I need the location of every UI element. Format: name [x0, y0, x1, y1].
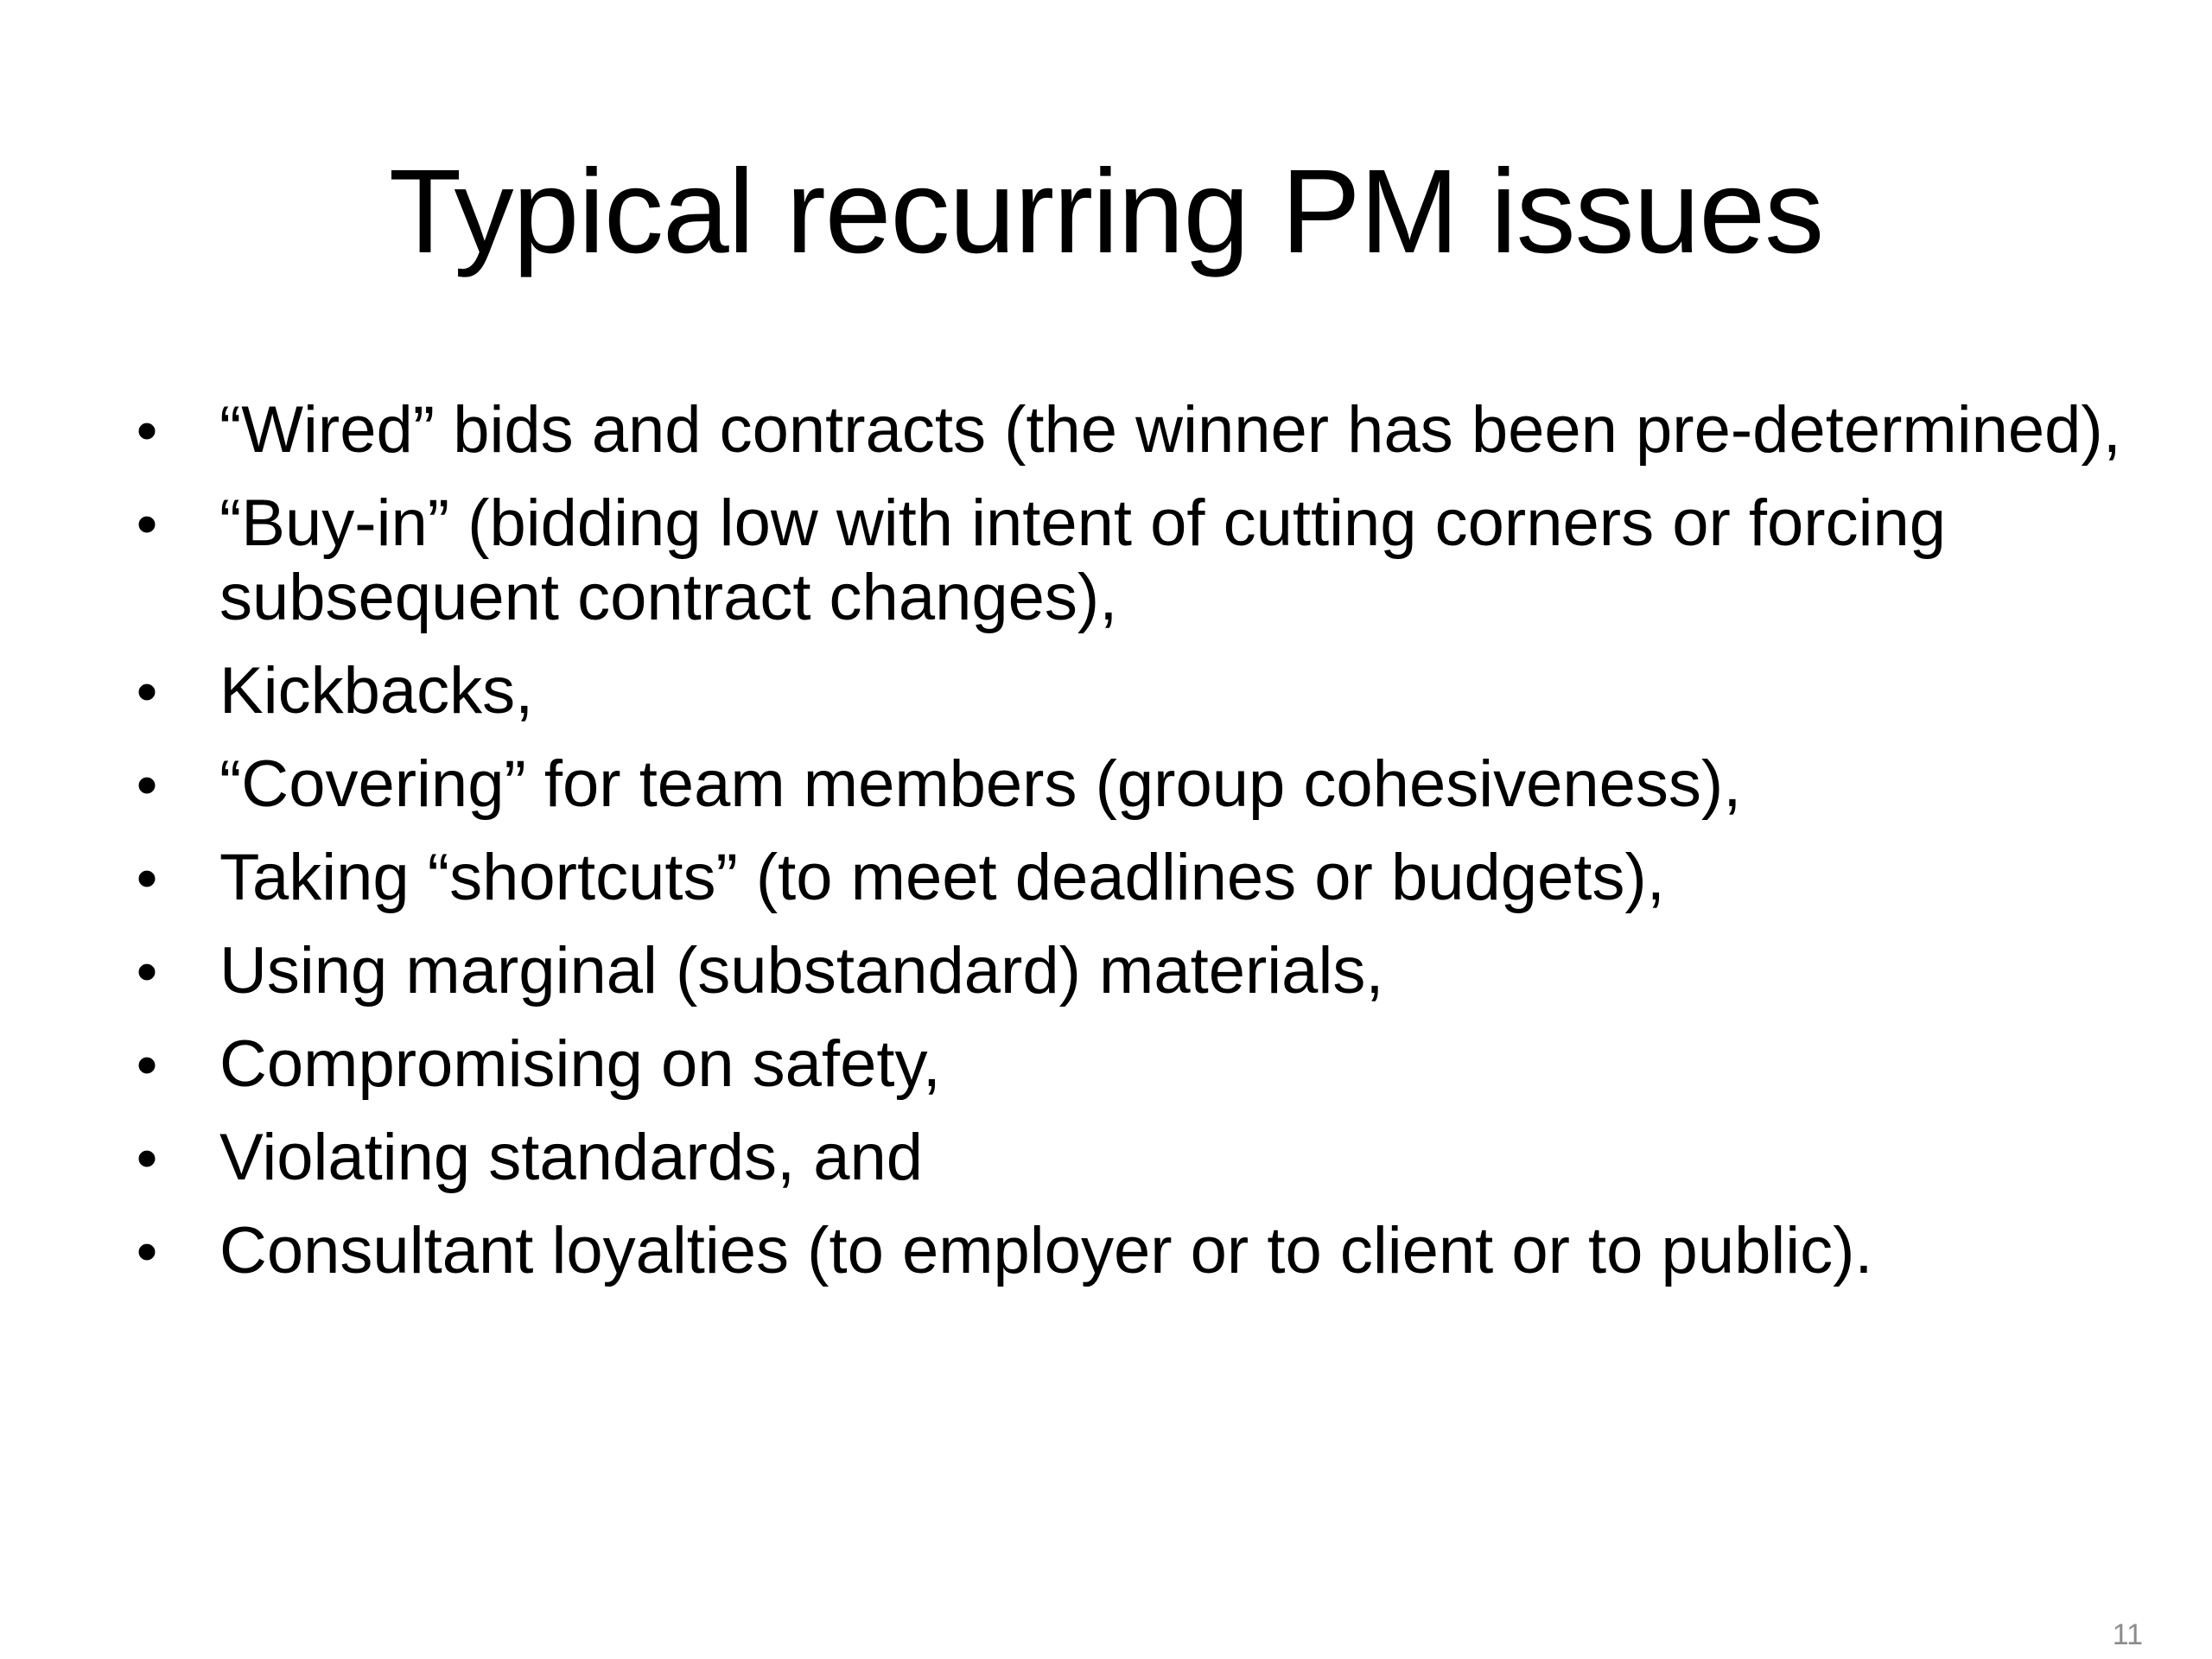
bullet-text: “Wired” bids and contracts (the winner has been pre-determined), — [219, 393, 2121, 467]
bullet-icon: • — [136, 1031, 158, 1098]
bullet-icon: • — [136, 844, 158, 912]
bullet-item-8 — [130, 1121, 2134, 1195]
bullet-text: Consultant loyalties (to employer or to client or to public). — [219, 1214, 1873, 1287]
bullet-item-2 — [130, 486, 2134, 635]
slide-title: Typical recurring PM issues — [388, 145, 1824, 278]
bullet-text: Violating standards, and — [219, 1121, 924, 1194]
bullet-item-9 — [130, 1214, 2134, 1288]
bullet-item-1 — [130, 393, 2134, 467]
bullet-text: Taking “shortcuts” (to meet deadlines or budgets), — [219, 841, 1665, 914]
bullet-icon: • — [136, 490, 158, 557]
bullet-list — [130, 393, 2134, 1307]
bullet-icon: • — [136, 658, 158, 725]
bullet-item-3 — [130, 654, 2134, 728]
bullet-icon: • — [136, 397, 158, 464]
bullet-text: Using marginal (substandard) materials, — [219, 934, 1384, 1007]
bullet-icon: • — [136, 938, 158, 1005]
bullet-item-6 — [130, 934, 2134, 1008]
bullet-icon: • — [136, 1217, 158, 1285]
bullet-text: “Covering” for team members (group cohesiveness), — [219, 747, 1742, 821]
page-number: 11 — [2112, 1618, 2143, 1651]
bullet-icon: • — [136, 751, 158, 818]
bullet-item-5 — [130, 841, 2134, 915]
bullet-text: Kickbacks, — [219, 654, 534, 728]
bullet-item-4 — [130, 747, 2134, 822]
bullet-text: Compromising on safety, — [219, 1027, 941, 1101]
bullet-item-7 — [130, 1027, 2134, 1102]
bullet-text: “Buy-in” (bidding low with intent of cutting corners or forcing subsequent contract changes), — [219, 486, 1947, 634]
bullet-icon: • — [136, 1124, 158, 1192]
